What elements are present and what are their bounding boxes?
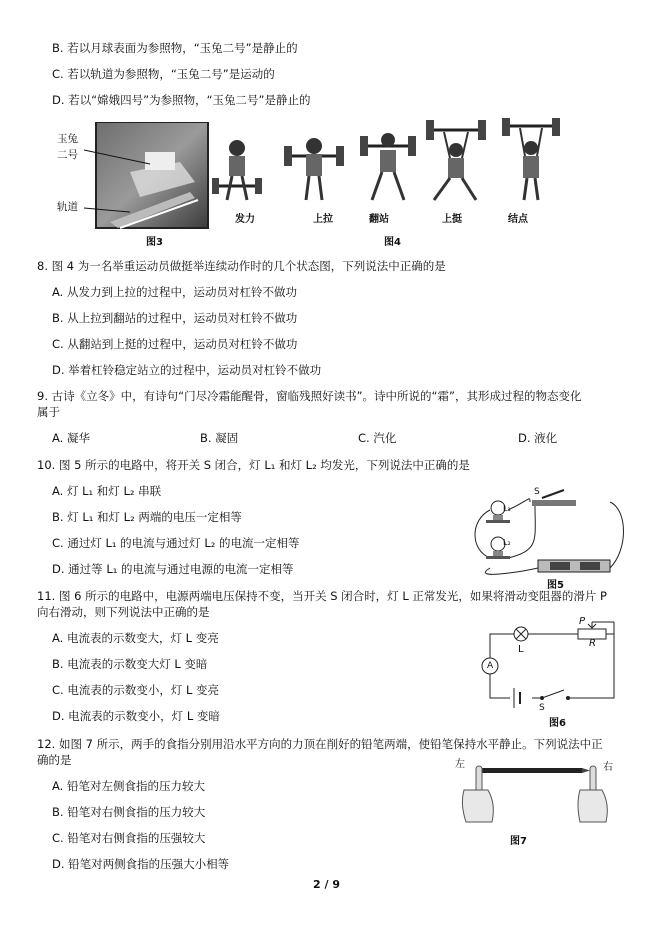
- lifter-stage-5-icon: [502, 118, 560, 200]
- fig4-stage-4: 上挺: [442, 214, 462, 225]
- fig7-label-left: 左: [455, 759, 465, 770]
- q12-stem-line1: 12. 如图 7 所示，两手的食指分别用沿水平方向的力顶在削好的铅笔两端，使铅笔保持水平静止。下列说法中正: [37, 737, 603, 751]
- q12-option-c: C. 铅笔对右侧食指的压强较大: [52, 831, 206, 845]
- fig5-label-switch: S: [534, 487, 540, 497]
- lifter-stage-4-icon: [426, 120, 486, 200]
- q8-option-a: A. 从发力到上拉的过程中，运动员对杠铃不做功: [52, 285, 297, 299]
- q8-option-c: C. 从翻站到上挺的过程中，运动员对杠铃不做功: [52, 337, 298, 351]
- pencil-icon: [482, 768, 582, 773]
- q12-stem-line2: 确的是: [37, 753, 72, 767]
- fig3-photo: [70, 122, 210, 230]
- fig5-label-l2: L₂: [503, 538, 511, 547]
- q11-option-c: C. 电流表的示数变小，灯 L 变亮: [52, 683, 220, 697]
- q10-option-b: B. 灯 L₁ 和灯 L₂ 两端的电压一定相等: [52, 510, 242, 524]
- fig4-stage-3: 翻站: [369, 214, 389, 225]
- q11-option-a: A. 电流表的示数变大，灯 L 变亮: [52, 631, 219, 645]
- q7-option-b: B. 若以月球表面为参照物，“玉兔二号”是静止的: [52, 41, 298, 55]
- fig6-label-r: R: [589, 638, 596, 649]
- fig7-label-right: 右: [603, 762, 613, 773]
- fig6-label-lamp: L: [518, 644, 524, 655]
- q9-option-d: D. 液化: [518, 431, 558, 445]
- fig5-caption: 图5: [547, 580, 564, 591]
- q7-option-c: C. 若以轨道为参照物，“玉兔二号”是运动的: [52, 67, 275, 81]
- lifter-stage-2-icon: [284, 138, 344, 200]
- q9-option-b: B. 凝固: [200, 431, 239, 445]
- fig6-circuit: [478, 616, 628, 716]
- q9-stem-line2: 属于: [37, 405, 60, 419]
- q11-option-d: D. 电流表的示数变小，灯 L 变暗: [52, 709, 220, 723]
- fig5-circuit: [460, 480, 630, 580]
- lifter-stage-1-icon: [212, 140, 262, 200]
- page-number: 2 / 9: [313, 878, 340, 891]
- fig3-caption: 图3: [146, 237, 163, 248]
- q12-option-b: B. 铅笔对右侧食指的压力较大: [52, 805, 206, 819]
- fig7-pencil-hands: [450, 760, 610, 830]
- q9-stem-line1: 9. 古诗《立冬》中，有诗句“门尽冷霜能醒骨，窗临残照好读书”。诗中所说的“霜”，其形成过程的物态变化: [37, 389, 582, 403]
- q10-option-d: D. 通过等 L₁ 的电流与通过电源的电流一定相等: [52, 562, 294, 576]
- q9-option-c: C. 汽化: [358, 431, 397, 445]
- q7-option-d: D. 若以“嫦娥四号”为参照物，“玉兔二号”是静止的: [52, 93, 311, 107]
- q10-stem: 10. 图 5 所示的电路中，将开关 S 闭合，灯 L₁ 和灯 L₂ 均发光，下列说法中正确的是: [37, 458, 470, 472]
- left-hand-icon: [462, 766, 493, 822]
- fig7-caption: 图7: [510, 836, 527, 847]
- fig6-label-p: P: [579, 616, 586, 627]
- fig3-label-rover-1: 玉兔: [57, 133, 78, 145]
- q10-option-c: C. 通过灯 L₁ 的电流与通过灯 L₂ 的电流一定相等: [52, 536, 300, 550]
- fig6-label-ammeter: A: [487, 661, 494, 671]
- fig6-label-switch: S: [539, 703, 545, 713]
- battery-icon: [538, 560, 610, 572]
- fig4-stage-2: 上拉: [313, 214, 333, 225]
- q9-option-a: A. 凝华: [52, 431, 90, 445]
- fig3-label-rover-2: 二号: [57, 149, 78, 161]
- fig4-caption: 图4: [384, 237, 401, 248]
- fig4-stage-1: 发力: [235, 214, 255, 225]
- q11-stem-line2: 向右滑动，则下列说法中正确的是: [37, 605, 210, 619]
- fig6-caption: 图6: [549, 718, 566, 729]
- q8-stem: 8. 图 4 为一名举重运动员做挺举连续动作时的几个状态图，下列说法中正确的是: [37, 259, 446, 273]
- lifter-stage-3-icon: [360, 133, 416, 200]
- fig5-label-l1: L₁: [503, 504, 511, 513]
- fig3-label-track: 轨道: [57, 201, 78, 213]
- q11-stem-line1: 11. 图 6 所示的电路中，电源两端电压保持不变，当开关 S 闭合时，灯 L 正常发光，如果将滑动变阻器的滑片 P: [37, 589, 607, 603]
- q12-option-a: A. 铅笔对左侧食指的压力较大: [52, 779, 205, 793]
- fig4-stage-5: 结点: [508, 214, 528, 225]
- q11-option-b: B. 电流表的示数变大灯 L 变暗: [52, 657, 208, 671]
- q10-option-a: A. 灯 L₁ 和灯 L₂ 串联: [52, 484, 162, 498]
- q12-option-d: D. 铅笔对两侧食指的压强大小相等: [52, 857, 230, 871]
- q8-option-b: B. 从上拉到翻站的过程中，运动员对杠铃不做功: [52, 311, 298, 325]
- q8-option-d: D. 举着杠铃稳定站立的过程中，运动员对杠铃不做功: [52, 363, 322, 377]
